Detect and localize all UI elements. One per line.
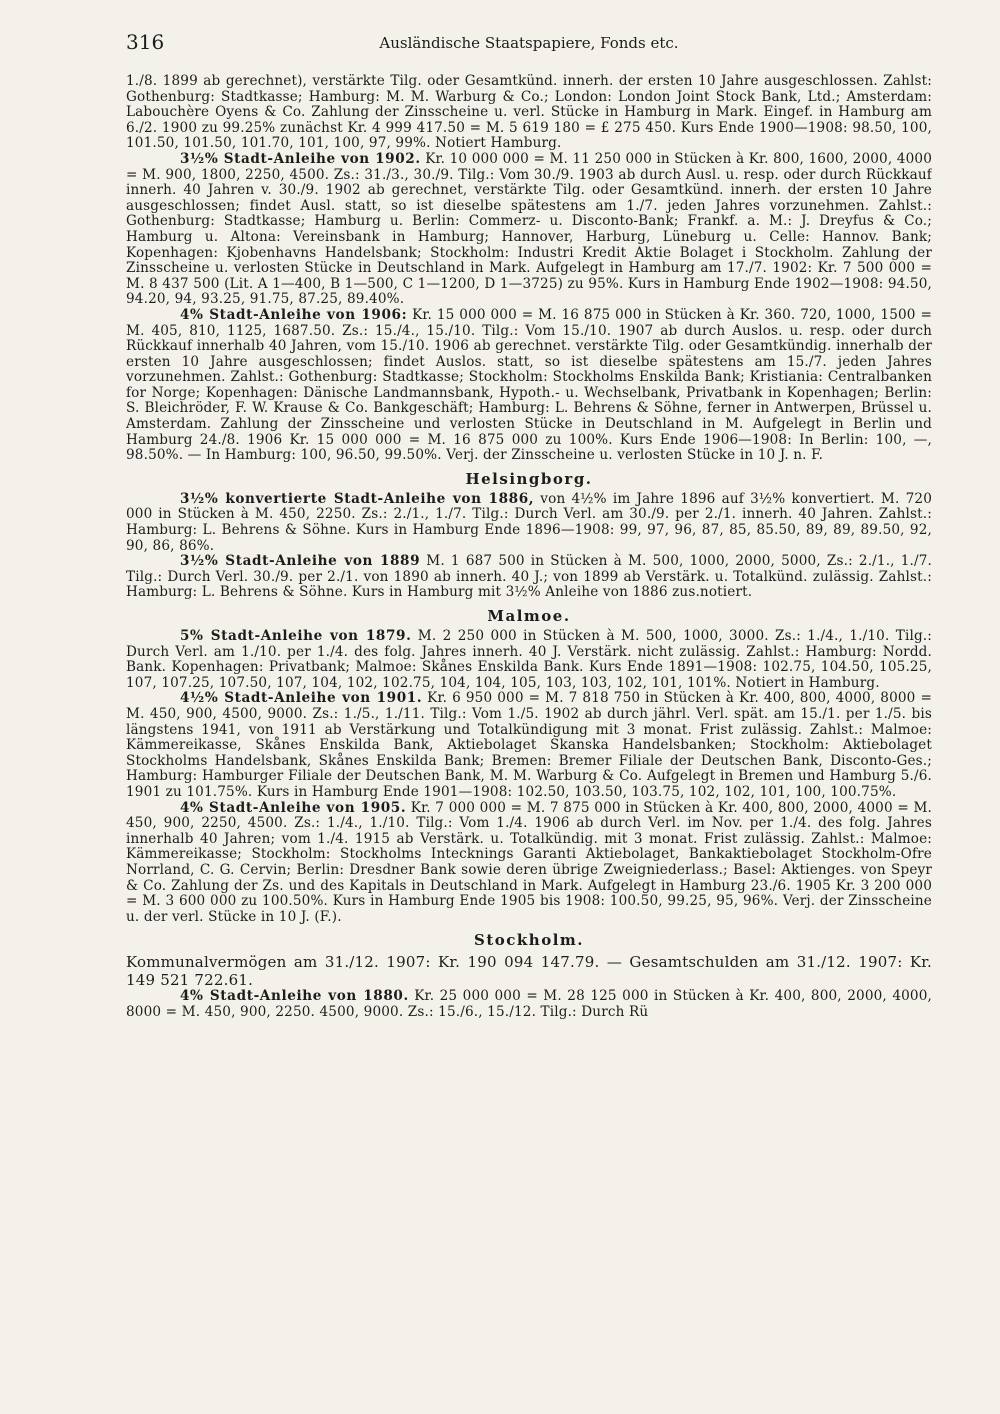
- paragraph: [126, 691, 932, 800]
- page-header: [126, 30, 932, 64]
- paragraph: [126, 801, 932, 926]
- paragraph-text: Kr. 10 000 000 = M. 11 250 000 in Stücken à Kr. 800, 1600, 2000, 4000 = M. 900, 1800, 2250, 4500. Zs.: 31./3., 30./9. Tilg.: Vom 30./9. 1903 ab durch Ausl. u. resp. oder durch Rückkauf innerh. 40 Jahren v. 30./9. 1902 ab gerechnet, verstärkte Tilg. oder Gesamtkünd. innerh. der ersten 10 Jahre ausgeschlossen; findet Ausl. statt, so ist dieselbe spätestens am 1./7. jeden Jahres vorzunehmen. Zahlst.: Gothenburg: Stadtkasse; Hamburg u. Berlin: Commerz- u. Disconto-Bank; Frankf. a. M.: J. Dreyfus & Co.; Hamburg u. Altona: Vereinsbank in Hamburg; Hannover, Harburg, Lüneburg u. Celle: Hannov. Bank; Kopenhagen: Kjobenhavns Handelsbank; Stockholm: Industri Kredit Aktie Bolaget i Stockholm. Zahlung der Zinsscheine u. verlosten Stücke in Deutschland in Mark. Aufgelegt in Hamburg am 17./7. 1902: Kr. 7 500 000 = M. 8 437 500 (Lit. A 1—400, B 1—500, C 1—1200, D 1—3725) zu 95%. Kurs in Hamburg Ende 1902—1908: 94.50, 94.20, 94, 93.25, 91.75, 87.25, 89.40%.: [126, 150, 932, 308]
- paragraph: [126, 554, 932, 601]
- paragraph-text: Kr. 25 000 000 = M. 28 125 000 in Stücken à Kr. 400, 800, 2000, 4000, 8000 = M. 450, 900, 2250. 4500, 9000. Zs.: 15./6., 15./12. Tilg.: Durch Rü: [126, 988, 932, 1020]
- loan-title: 4% Stadt-Anleihe von 1905.: [180, 799, 407, 816]
- loan-title: 4% Stadt-Anleihe von 1906:: [180, 306, 408, 323]
- page-content: [126, 74, 932, 1404]
- paragraph-text: 1./8. 1899 ab gerechnet), verstärkte Tilg. oder Gesamtkünd. innerh. der ersten 10 Jahre ausgeschlossen. Zahlst: Gothenburg: Stadtkasse; Hamburg: M. M. Warburg & Co.; London: London Joint Stock Bank, Ltd.; Amsterdam: Labouchère Oyens & Co. Zahlung der Zinsscheine u. verl. Stücke in Hamburg in Mark. Eingef. in Hamburg am 6./2. 1900 zu 99.25% zunächst Kr. 4 999 417.50 = M. 5 619 180 = £ 275 450. Kurs Ende 1900—1908: 98.50, 100, 101.50, 101.50, 101.70, 101, 100, 97, 99%. Notiert Hamburg.: [126, 74, 932, 152]
- city-heading-stockholm: Stockholm.: [474, 931, 584, 950]
- loan-title: 3½% Stadt-Anleihe von 1889: [180, 553, 421, 570]
- running-title: Ausländische Staatspapiere, Fonds etc.: [379, 34, 679, 52]
- paragraph: [126, 629, 932, 691]
- paragraph-text: von 4½% im Jahre 1896 auf 3½% konvertiert. M. 720 000 in Stücken à M. 450, 2250. Zs.: 2./1., 1./7. Tilg.: Durch Verl. am 30./9. per 2./1. innerh. 40 Jahren. Zahlst.: Hamburg: L. Behrens & Söhne. Kurs in Hamburg Ende 1896—1908: 99, 97, 96, 87, 85, 85.50, 89, 89, 89.50, 92, 90, 86, 86%.: [126, 490, 932, 554]
- paragraph-text: Kr. 6 950 000 = M. 7 818 750 in Stücken à Kr. 400, 800, 4000, 8000 = M. 450, 900, 4500, 9000. Zs.: 1./5., 1./11. Tilg.: Vom 1./5. 1902 ab durch jährl. Verl. spät. am 15./1. per 1./5. bis längstens 1941, von 1911 ab Verstärkung und Totalkündigung mit 3 monat. Frist zulässig. Zahlst.: Malmoe: Kämmereikasse, Skånes Enskilda Bank, Aktiebolaget Skanska Handelsbanken; Stockholm: Aktiebolaget Stockholms Handelsbank, Skånes Enskilda Bank; Bremen: Bremer Filiale der Deutschen Bank, Disconto-Ges.; Hamburg: Hamburger Filiale der Deutschen Bank, M. M. Warburg & Co. Aufgelegt in Bremen und Hamburg 5./6. 1901 zu 101.75%. Kurs in Hamburg Ende 1901—1908: 102.50, 103.50, 103.75, 102, 102, 101, 100, 100.75%.: [126, 690, 932, 800]
- city-heading-helsingborg: Helsingborg.: [465, 469, 593, 488]
- loan-title: 4% Stadt-Anleihe von 1880.: [180, 988, 409, 1005]
- city-heading-malmoe: Malmoe.: [487, 607, 571, 625]
- paragraph-text: Kr. 7 000 000 = M. 7 875 000 in Stücken à Kr. 400, 800, 2000, 4000 = M. 450, 900, 2250, 4500. Zs.: 1./4., 1./10. Tilg.: Vom 1./4. 1906 ab durch Verl. im Nov. per 1./4. des folg. Jahres innerhalb 40 Jahren; vom 1./4. 1915 ab Verstärk. u. Totalkündig. mit 3 monat. Frist zulässig. Zahlst.: Malmoe: Kämmereikasse; Stockholm: Stockholms Intecknings Garanti Aktiebolaget, Bankaktiebolaget Stockholm-Ofre Norrland, C. G. Cervin; Berlin: Dresdner Bank sowie deren übrige Zweigniederlass.; Basel: Aktienges. von Speyr & Co. Zahlung der Zs. und des Kapitals in Deutschland in Mark. Aufgelegt in Hamburg 23./6. 1905 Kr. 3 200 000 = M. 3 600 000 zu 100.50%. Kurs in Hamburg Ende 1905 bis 1908: 100.50, 99.25, 95, 96%. Verj. der Zinsscheine u. der verl. Stücke in 10 J. (F.).: [126, 799, 932, 925]
- paragraph: [126, 74, 932, 152]
- loan-title: 5% Stadt-Anleihe von 1879.: [180, 628, 412, 644]
- paragraph-text: Kr. 15 000 000 = M. 16 875 000 in Stücken à Kr. 360. 720, 1000, 1500 = M. 405, 810, 1125, 1687.50. Zs.: 15./4., 15./10. Tilg.: Vom 15./10. 1907 ab durch Auslos. u. resp. oder durch Rückkauf innerhalb 40 Jahren, vom 15./10. 1906 ab gerechnet. verstärkte Tilg. oder Gesamtkündig. innerhalb der ersten 10 Jahre ausgeschlossen; findet Auslos. statt, so ist dieselbe spätestens am 15./7. jeden Jahres vorzunehmen. Zahlst.: Gothenburg: Stadtkasse; Stockholm: Stockholms Enskilda Bank; Kristiania: Centralbanken for Norge; Kopenhagen: Dänische Landmannsbank, Hypoth.- u. Wechselbank, Privatbank in Kopenhagen; Berlin: S. Bleichröder, F. W. Krause & Co. Bankgeschäft; Hamburg: L. Behrens & Söhne, ferner in Antwerpen, Brüssel u. Amsterdam. Zahlung der Zinsscheine und verlosten Stücke in Deutschland in M. Aufgelegt in Berlin und Hamburg 24./8. 1906 Kr. 15 000 000 = M. 16 875 000 zu 100%. Kurs Ende 1906—1908: In Berlin: 100, —, 98.50%. — In Hamburg: 100, 96.50, 99.50%. Verj. der Zinsscheine u. verlosten Stücke in 10 J. n. F.: [126, 306, 932, 464]
- paragraph: [126, 492, 932, 554]
- paragraph: [126, 308, 932, 464]
- loan-title: 3½% Stadt-Anleihe von 1902.: [180, 150, 421, 167]
- kommunal-summary: Kommunalvermögen am 31./12. 1907: Kr. 190 094 147.79. — Gesamtschulden am 31./12. 1907: Kr. 149 521 722.61.: [126, 953, 932, 990]
- page-number: 316: [126, 30, 165, 54]
- paragraph-text: M. 2 250 000 in Stücken à M. 500, 1000, 3000. Zs.: 1./4., 1./10. Tilg.: Durch Verl. am 1./10. per 1./4. des folg. Jahres innerh. 40 J. Verstärk. nicht zulässig. Zahlst.: Hamburg: Nordd. Bank. Kopenhagen: Privatbank; Malmoe: Skånes Enskilda Bank. Kurs Ende 1891—1908: 102.75, 104.50, 105.25, 107, 107.25, 107.50, 107, 104, 102, 102.75, 104, 104, 105, 103, 103, 102, 101, 101%. Notiert in Hamburg.: [126, 628, 932, 691]
- paragraph-text: M. 1 687 500 in Stücken à M. 500, 1000, 2000, 5000, Zs.: 2./1., 1./7. Tilg.: Durch Verl. 30./9. per 2./1. von 1890 ab innerh. 40 J.; von 1899 ab Verstärk. u. Totalkünd. zulässig. Zahlst.: Hamburg: L. Behrens & Söhne. Kurs in Hamburg mit 3½% Anleihe von 1886 zus.notiert.: [126, 553, 932, 601]
- paragraph: [126, 989, 932, 1020]
- paragraph: [126, 152, 932, 308]
- loan-title: 4½% Stadt-Anleihe von 1901.: [180, 690, 423, 707]
- loan-title: 3½% konvertierte Stadt-Anleihe von 1886,: [180, 490, 535, 507]
